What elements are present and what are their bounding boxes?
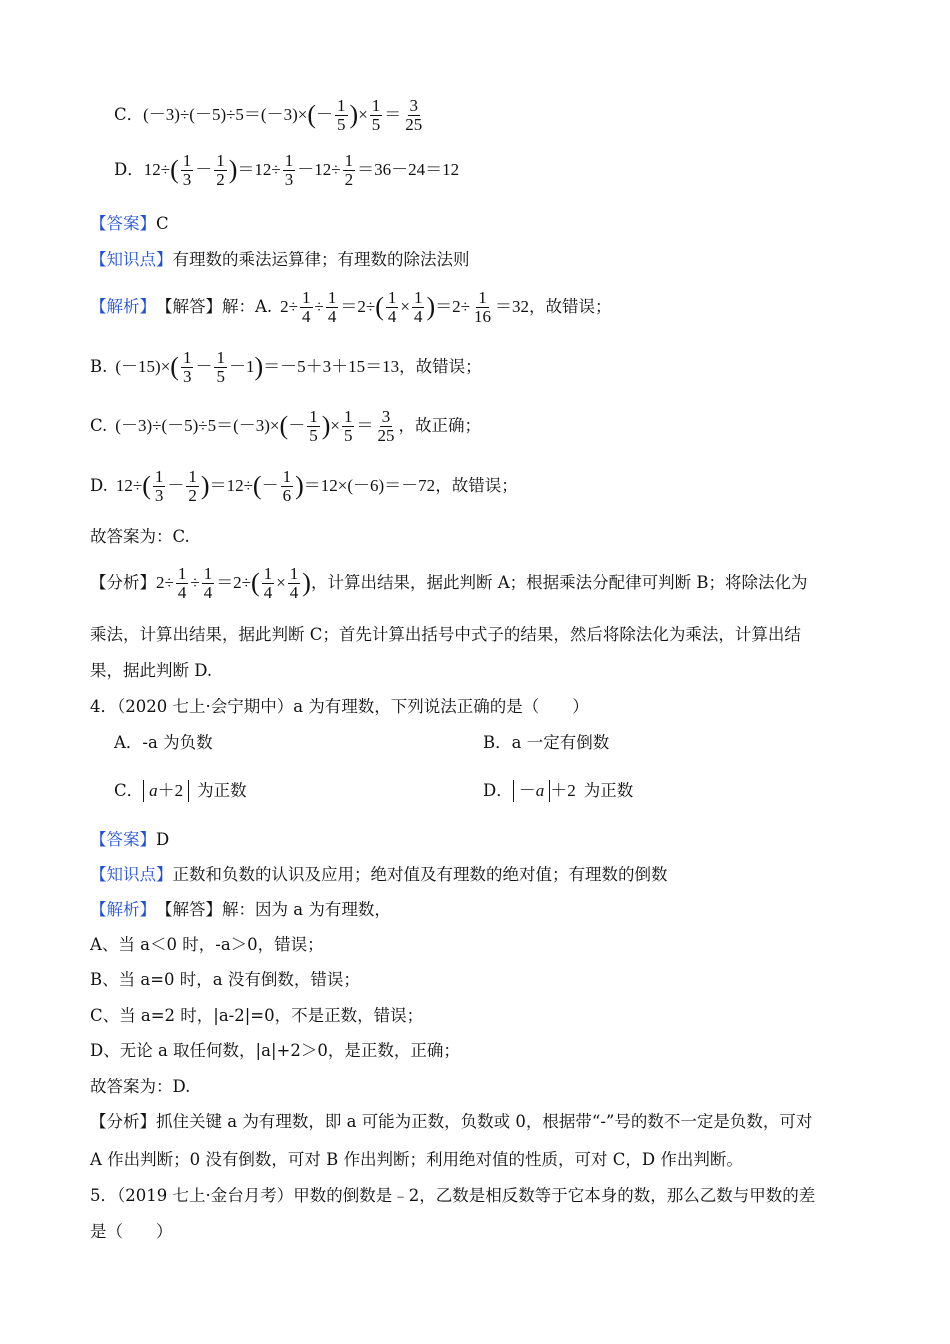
q4-option-d-label: D． xyxy=(483,781,513,801)
q3-answer xyxy=(90,214,169,234)
q3-solution-c: C. (－3)÷(－5)÷5＝(－3)× ( － $\frac{1}{5}$ ) × $\frac{1}{5}$ ＝ $\frac{3}{25}$ ，故正确； xyxy=(90,407,481,445)
answer-tag: 【答案】 xyxy=(90,830,156,849)
fraction: $\frac{1}{5}$ xyxy=(371,96,381,134)
q4-solution-intro xyxy=(90,900,391,920)
q3-option-d: D． 12÷ ( $\frac{1}{3}$ － $\frac{1}{2}$ ) ＝12÷ $\frac{1}{3}$ －12÷ $\frac{1}{2}$ ＝36－24＝12 xyxy=(114,151,460,189)
solution-d-label: D. xyxy=(90,476,108,496)
q3-knowledge xyxy=(90,250,470,270)
q3-option-d-label: D． xyxy=(114,160,144,180)
q4-answer xyxy=(90,830,169,850)
q3-option-c-label: C． xyxy=(114,105,144,125)
answer-tag: 【答案】 xyxy=(90,214,156,233)
q5-stem-line-2: 是（ ） xyxy=(90,1222,173,1241)
fenxi-tag: 【分析】 xyxy=(90,573,156,593)
fraction: $\frac{3}{25}$ xyxy=(405,96,423,134)
q4-option-c-end: 为正数 xyxy=(197,781,247,801)
q3-solution-b: B. (－15)× ( $\frac{1}{3}$ － $\frac{1}{5}$ －1 ) ＝－5＋3＋15＝13 ，故错误； xyxy=(90,348,482,386)
solution-a-end: ，故错误； xyxy=(528,297,612,317)
q4-fenxi-line-1 xyxy=(90,1112,812,1132)
expression: (－3)÷(－5)÷5＝(－3)× xyxy=(143,105,308,125)
q4-option-d-end: 为正数 xyxy=(583,781,634,801)
q3-solution-a: 【解析】 【解答】 解：A. 2÷ $\frac{1}{4}$ ÷ $\frac{1}{4}$ ＝2÷ ( $\frac{1}{4}$ × $\frac{1}{4}$ ) ＝2÷ $\frac{1}{16}$ ＝32 ，故错误； xyxy=(90,288,612,326)
knowledge-text: 正数和负数的认识及应用；绝对值及有理数的绝对值；有理数的倒数 xyxy=(172,865,668,884)
solution-c-label: C. xyxy=(90,416,108,436)
jieda-tag: 【解答】 xyxy=(156,297,222,317)
q4-option-b: B．a 一定有倒数 xyxy=(483,733,610,752)
q3-fenxi-line-1: 【分析】 2÷ $\frac{1}{4}$ ÷ $\frac{1}{4}$ ＝2÷ ( $\frac{1}{4}$ × $\frac{1}{4}$ ) ，计算出结果，据此判断 A；根据乘法分配律可判断 B；将除法化为 xyxy=(90,564,808,602)
absolute-value: －a xyxy=(513,780,551,802)
knowledge-tag: 【知识点】 xyxy=(90,865,173,884)
solution-b-end: ，故错误； xyxy=(399,357,482,377)
q4-solution-b: B、当 a=0 时，a 没有倒数，错误； xyxy=(90,970,360,989)
analysis-tag: 【解析】 xyxy=(90,297,156,317)
absolute-value: a＋2 xyxy=(143,780,189,802)
q3-solution-d: D. 12÷ ( $\frac{1}{3}$ － $\frac{1}{2}$ ) ＝12÷ ( － $\frac{1}{6}$ ) ＝12×(－6)＝－72 ，故错误； xyxy=(90,467,518,505)
q3-option-c: C． (－3)÷(－5)÷5＝(－3)× ( － $\frac{1}{5}$ ) × $\frac{1}{5}$ ＝ $\frac{3}{25}$ xyxy=(114,96,423,134)
answer-value: D xyxy=(156,830,170,849)
q4-solution-a: A、当 a＜0 时，-a＞0，错误； xyxy=(90,935,324,954)
solution-d-end: ，故错误； xyxy=(435,476,518,496)
analysis-tag: 【解析】 xyxy=(90,900,156,919)
q5-stem-line-1: 5．（2019 七上·金台月考）甲数的倒数是﹣2，乙数是相反数等于它本身的数，那么乙数与甲数的差 xyxy=(90,1186,816,1205)
answer-value: C xyxy=(156,214,169,233)
q3-conclusion: 故答案为：C. xyxy=(90,527,190,546)
q4-solution-d: D、无论 a 取任何数，|a|+2＞0，是正数，正确； xyxy=(90,1041,460,1060)
fenxi-text-1: ，计算出结果，据此判断 A；根据乘法分配律可判断 B；将除法化为 xyxy=(310,573,808,593)
knowledge-text: 有理数的乘法运算律；有理数的除法法则 xyxy=(172,250,470,269)
solution-c-end: ，故正确； xyxy=(398,416,481,436)
q3-fenxi-line-3: 果，据此判断 D. xyxy=(90,661,213,680)
solution-intro: 解：A. xyxy=(222,297,273,317)
q4-option-a: A．-a 为负数 xyxy=(114,733,213,752)
q4-fenxi-line-2: A 作出判断；0 没有倒数，可对 B 作出判断；利用绝对值的性质，可对 C，D 作出判断。 xyxy=(90,1150,743,1169)
fenxi-text-1: 抓住关键 a 为有理数，即 a 可能为正数，负数或 0，根据带“-”号的数不一定是负数，可对 xyxy=(156,1112,813,1131)
knowledge-tag: 【知识点】 xyxy=(90,250,173,269)
jieda-tag: 【解答】 xyxy=(156,900,222,919)
q4-conclusion: 故答案为：D. xyxy=(90,1077,191,1096)
q4-option-c xyxy=(114,780,247,802)
q4-knowledge xyxy=(90,865,668,885)
q4-solution-c: C、当 a=2 时，|a-2|=0，不是正数，错误； xyxy=(90,1006,424,1025)
fenxi-tag: 【分析】 xyxy=(90,1112,156,1131)
solution-intro: 解：因为 a 为有理数， xyxy=(222,900,391,919)
q4-option-d: D． －a ＋2 为正数 xyxy=(483,780,634,801)
q4-option-c-label: C． xyxy=(114,781,144,801)
solution-b-label: B. xyxy=(90,357,108,377)
fraction: $\frac{1}{5}$ xyxy=(337,96,346,134)
q4-stem: 4．（2020 七上·会宁期中）a 为有理数，下列说法正确的是（ ） xyxy=(90,697,589,716)
q3-fenxi-line-2: 乘法，计算出结果，据此判断 C；首先计算出括号中式子的结果，然后将除法化为乘法，计算出结 xyxy=(90,625,801,644)
